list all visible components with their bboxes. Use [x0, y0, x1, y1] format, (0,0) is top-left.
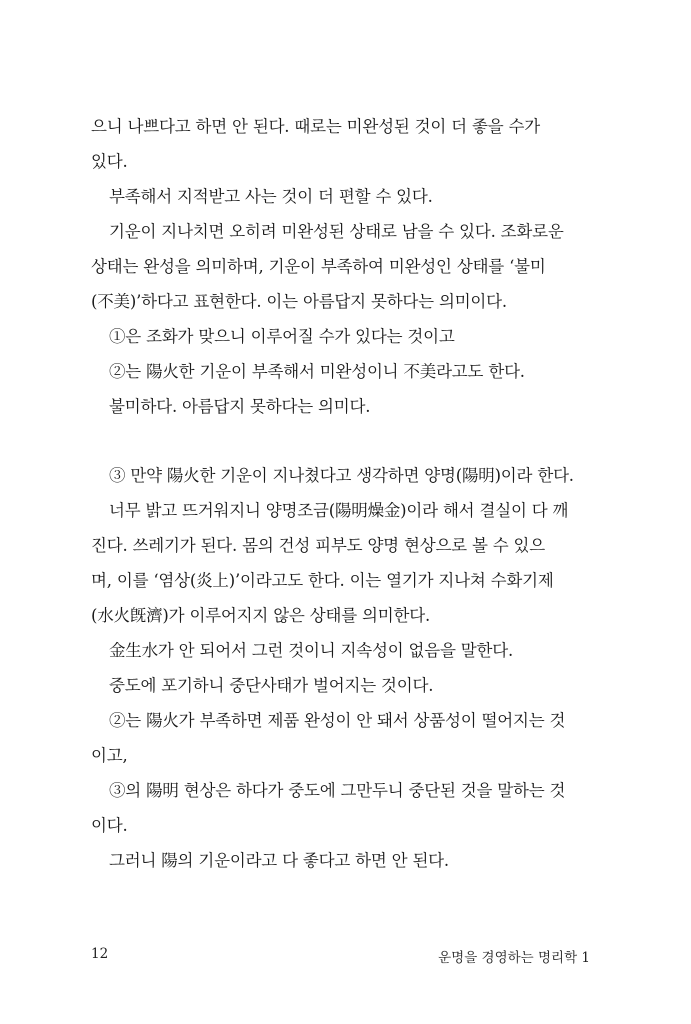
text-line: ③의 陽明 현상은 하다가 중도에 그만두니 중단된 것을 말하는 것 — [109, 781, 566, 800]
text-line: (不美)’하다고 표현한다. 이는 아름답지 못하다는 의미이다. — [91, 292, 507, 311]
text-line: ③ 만약 陽火한 기운이 지나쳤다고 생각하면 양명(陽明)이라 한다. — [109, 466, 574, 485]
text-line: 이다. — [91, 816, 128, 835]
page-number: 12 — [91, 946, 109, 962]
running-title: 운명을 경영하는 명리학 1 — [438, 950, 590, 966]
text-line: 불미하다. 아름답지 못하다는 의미다. — [109, 397, 371, 416]
text-line: 중도에 포기하니 중단사태가 벌어지는 것이다. — [109, 676, 434, 695]
text-line: 진다. 쓰레기가 된다. 몸의 건성 피부도 양명 현상으로 볼 수 있으 — [91, 536, 546, 555]
text-line: 부족해서 지적받고 사는 것이 더 편할 수 있다. — [109, 187, 433, 206]
text-line: (水火旣濟)가 이루어지지 않은 상태를 의미한다. — [91, 606, 430, 625]
text-line: 이고, — [91, 746, 128, 765]
text-line: 그러니 陽의 기운이라고 다 좋다고 하면 안 된다. — [109, 851, 449, 870]
text-line: 있다. — [91, 152, 128, 171]
text-line: 상태는 완성을 의미하며, 기운이 부족하여 미완성인 상태를 ‘불미 — [91, 257, 546, 276]
text-line: 기운이 지나치면 오히려 미완성된 상태로 남을 수 있다. 조화로운 — [109, 222, 564, 241]
text-line: 으니 나쁘다고 하면 안 된다. 때로는 미완성된 것이 더 좋을 수가 — [91, 117, 540, 136]
text-line: ②는 陽火가 부족하면 제품 완성이 안 돼서 상품성이 떨어지는 것 — [109, 711, 566, 730]
text-line: 며, 이를 ‘염상(炎上)’이라고도 한다. 이는 열기가 지나쳐 수화기제 — [91, 571, 554, 590]
text-line: ①은 조화가 맞으니 이루어질 수가 있다는 것이고 — [109, 327, 455, 346]
text-line: 너무 밝고 뜨거워지니 양명조금(陽明燥金)이라 해서 결실이 다 깨 — [109, 501, 569, 520]
text-line: ②는 陽火한 기운이 부족해서 미완성이니 不美라고도 한다. — [109, 362, 525, 381]
text-line: 金生水가 안 되어서 그런 것이니 지속성이 없음을 말한다. — [109, 641, 514, 660]
